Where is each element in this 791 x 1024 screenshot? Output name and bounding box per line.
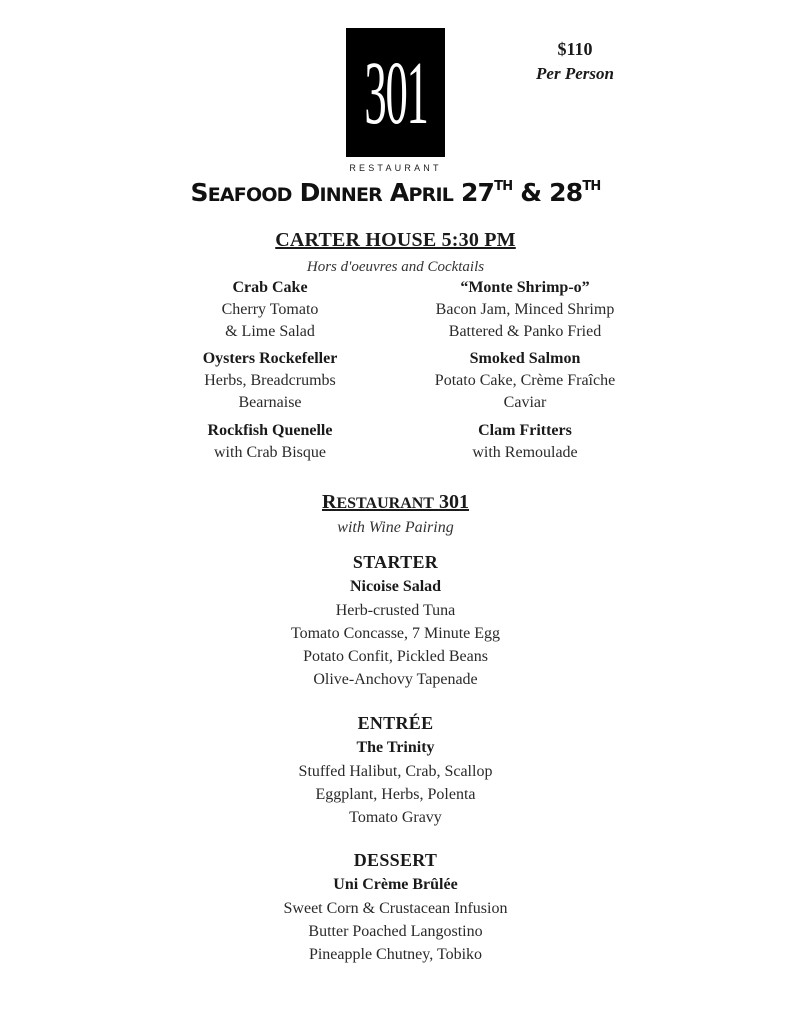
course-title: STARTER	[352, 552, 439, 572]
restaurant-301-heading	[0, 491, 791, 514]
carter-house-heading: CARTER HOUSE 5:30 PM	[275, 229, 516, 251]
item-name: Oysters Rockefeller	[202, 350, 338, 367]
course-dish: The Trinity	[356, 739, 435, 756]
course-dish: Nicoise Salad	[349, 578, 442, 595]
title-pril: PRIL	[408, 184, 454, 206]
course-dish: Uni Crème Brûlée	[333, 876, 458, 893]
logo-wordmark: RESTAURANT	[349, 163, 442, 173]
price-amount: $110	[557, 39, 593, 59]
item-desc: & Lime Salad	[225, 323, 315, 340]
item-name: Rockfish Quenelle	[207, 422, 333, 439]
menu-item	[395, 420, 655, 464]
restaurant-logo	[346, 28, 445, 157]
course-title: ENTRÉE	[357, 713, 434, 733]
title-s: S	[190, 178, 208, 207]
course-starter	[0, 549, 791, 691]
title-inner: INNER	[319, 184, 383, 206]
heading-r: R	[322, 491, 337, 513]
item-desc: Cherry Tomato	[221, 301, 319, 318]
title-suffix-2: TH	[582, 179, 601, 194]
menu-item	[140, 420, 400, 464]
item-desc: Herbs, Breadcrumbs	[204, 372, 336, 389]
course-line: Pineapple Chutney, Tobiko	[308, 946, 483, 963]
course-title: DESSERT	[353, 850, 438, 870]
item-name: Clam Fritters	[478, 422, 572, 439]
item-desc: Caviar	[503, 394, 547, 411]
course-line: Stuffed Halibut, Crab, Scallop	[298, 763, 493, 780]
title-a: A	[389, 178, 409, 207]
heading-estaurant: ESTAURANT	[336, 495, 434, 512]
logo-number: 301	[363, 42, 428, 143]
event-title	[0, 178, 791, 207]
item-name: Crab Cake	[232, 279, 308, 296]
item-name: Smoked Salmon	[469, 350, 581, 367]
heading-number: 301	[438, 491, 469, 513]
menu-item	[395, 277, 655, 343]
menu-item	[140, 348, 400, 414]
item-desc: Bacon Jam, Minced Shrimp	[435, 301, 615, 318]
menu-item	[395, 348, 655, 414]
item-name: “Monte Shrimp-o”	[460, 279, 590, 296]
hors-doeuvres-subheading: Hors d'oeuvres and Cocktails	[306, 259, 485, 275]
item-desc: Potato Cake, Crème Fraîche	[434, 372, 616, 389]
course-line: Sweet Corn & Crustacean Infusion	[283, 900, 508, 917]
price-block	[505, 38, 645, 88]
title-ampersand: &	[520, 178, 542, 207]
course-line: Tomato Concasse, 7 Minute Egg	[290, 625, 501, 642]
wine-pairing-note: with Wine Pairing	[337, 519, 454, 536]
title-d: D	[299, 178, 320, 207]
item-desc: with Crab Bisque	[214, 444, 326, 461]
menu-item	[140, 277, 400, 343]
course-dessert	[0, 847, 791, 966]
course-line: Eggplant, Herbs, Polenta	[315, 786, 476, 803]
course-line: Olive-Anchovy Tapenade	[313, 671, 478, 688]
course-line: Herb-crusted Tuna	[335, 602, 456, 619]
course-entree	[0, 710, 791, 829]
course-line: Potato Confit, Pickled Beans	[303, 648, 488, 665]
title-suffix-1: TH	[494, 179, 513, 194]
title-day-2: 28	[549, 178, 583, 207]
course-line: Tomato Gravy	[349, 809, 442, 826]
item-desc: Battered & Panko Fried	[448, 323, 602, 340]
title-eafood: EAFOOD	[207, 184, 292, 206]
course-line: Butter Poached Langostino	[308, 923, 483, 940]
item-desc: Bearnaise	[238, 394, 302, 411]
item-desc: with Remoulade	[472, 444, 578, 461]
price-note: Per Person	[536, 64, 614, 83]
title-day-1: 27	[460, 178, 495, 207]
